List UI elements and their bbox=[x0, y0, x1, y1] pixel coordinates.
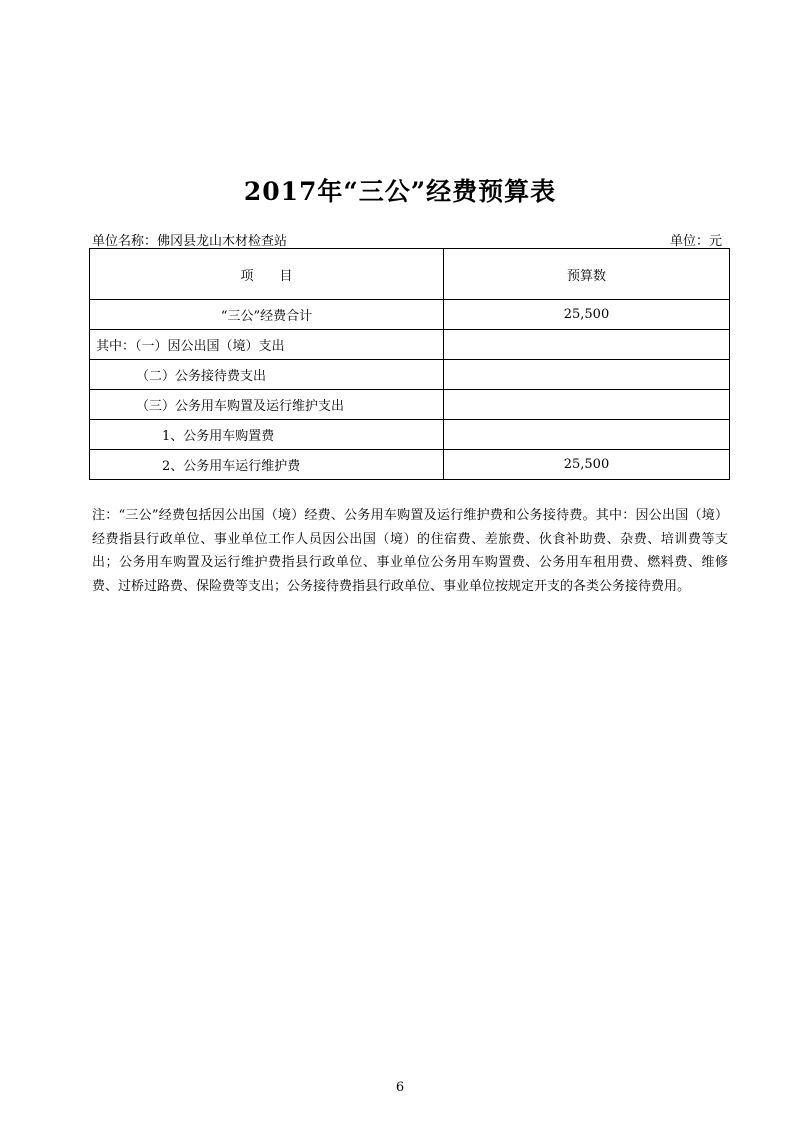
row-item: 其中：（一）因公出国（境）支出 bbox=[90, 330, 444, 360]
page-number: 6 bbox=[395, 1080, 405, 1095]
footnote: 注：“三公”经费包括因公出国（境）经费、公务用车购置及运行维护费和公务接待费。其中：因公出国（境）经费指县行政单位、事业单位工作人员因公出国（境）的住宿费、差旅费、伙食补助费、杂费、培训费等支出；公务用车购置及运行维护费指县行政单位、事业单位公务用车购置费、公务用车租用费、燃料费、维修费、过桥过路费、保险费等支出；公务接待费指县行政单位、事业单位按规定开支的各类公务接待费用。 bbox=[92, 508, 728, 594]
table-row bbox=[90, 300, 730, 330]
row-value: 25,500 bbox=[443, 300, 729, 330]
header-budget: 预算数 bbox=[443, 249, 729, 300]
table-row bbox=[90, 450, 730, 480]
row-item: 1、公务用车购置费 bbox=[90, 420, 444, 450]
row-value bbox=[443, 390, 729, 420]
page-title: 2017年“三公”经费预算表 bbox=[243, 177, 557, 206]
table-row bbox=[90, 330, 730, 360]
currency-unit-label: 单位：元 bbox=[669, 234, 722, 249]
row-item: （三）公务用车购置及运行维护支出 bbox=[90, 390, 444, 420]
row-item: （二）公务接待费支出 bbox=[90, 360, 444, 390]
row-value bbox=[443, 360, 729, 390]
row-item: 2、公务用车运行维护费 bbox=[90, 450, 444, 480]
table-row bbox=[90, 390, 730, 420]
row-item: “三公”经费合计 bbox=[90, 300, 444, 330]
header-item: 项 目 bbox=[90, 249, 444, 300]
unit-name-label: 单位名称：佛冈县龙山木材检查站 bbox=[92, 234, 288, 249]
row-value bbox=[443, 420, 729, 450]
table-header-row bbox=[90, 249, 730, 300]
row-value: 25,500 bbox=[443, 450, 729, 480]
budget-table bbox=[89, 248, 730, 480]
table-row bbox=[90, 420, 730, 450]
row-value bbox=[443, 330, 729, 360]
table-row bbox=[90, 360, 730, 390]
